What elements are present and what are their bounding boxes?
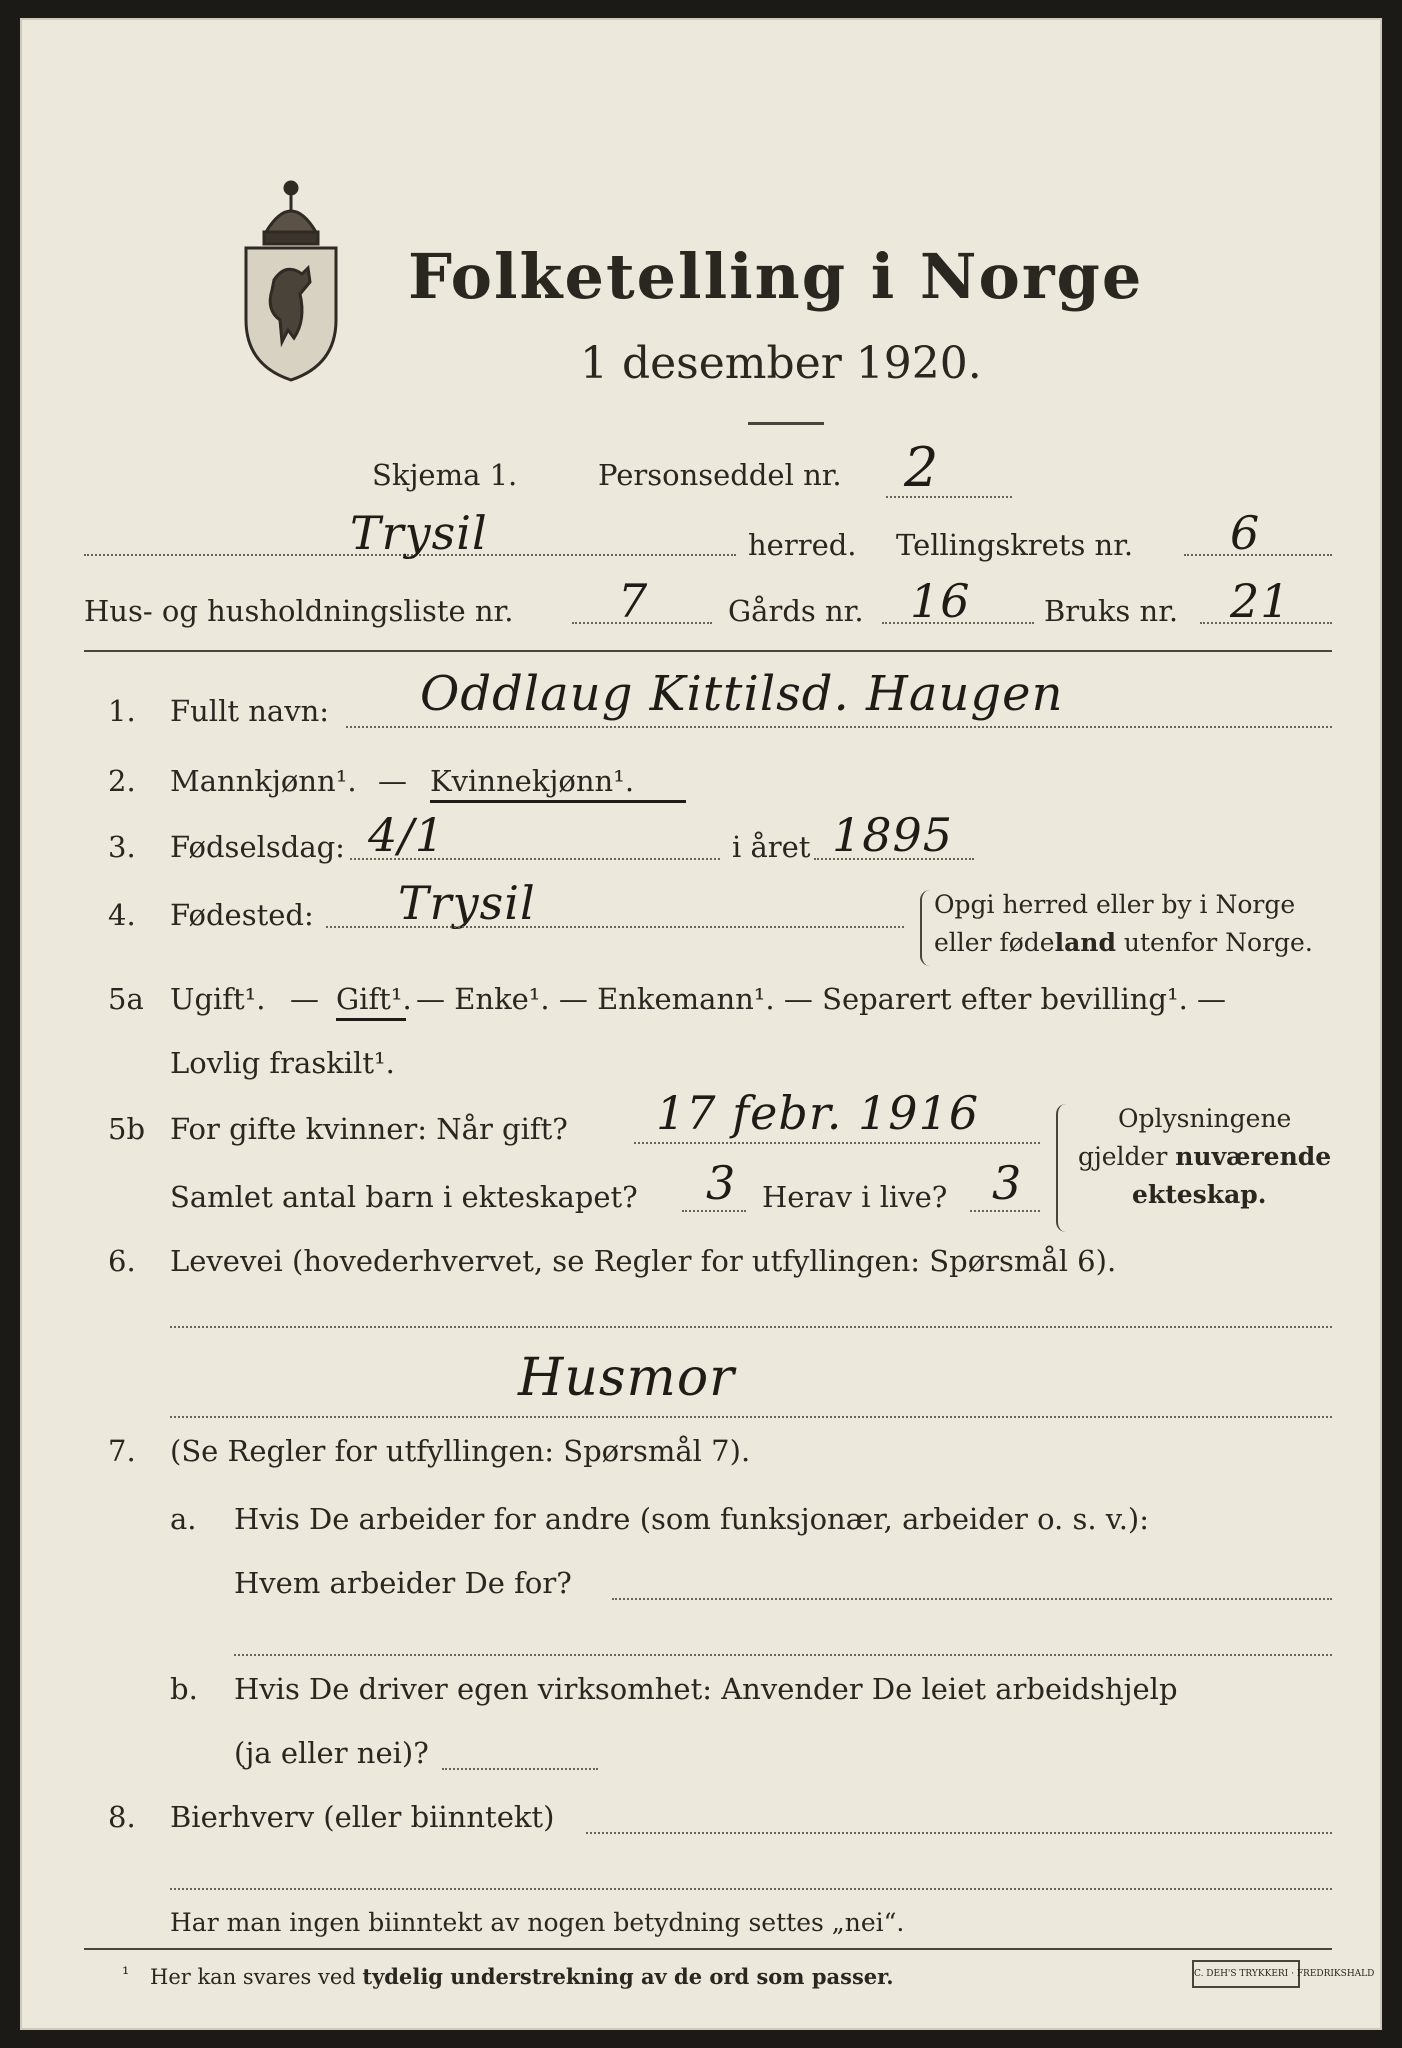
marital-other-options: — Enke¹. — Enkemann¹. — Separert efter bevilling¹. — [416,982,1227,1016]
herred-value: Trysil [350,506,488,560]
side-income-note: Har man ingen biinntekt av nogen betydning settes „nei“. [170,1908,905,1937]
birth-year-label: i året [732,830,811,864]
footnote-text: Her kan svares ved tydelig understrekning av de ord som passer. [150,1964,894,1989]
marital-gift-option: Gift¹. [336,982,412,1016]
employer-label: Hvem arbeider De for? [234,1566,572,1600]
gender-male-option: Mannkjønn¹. [170,764,357,798]
full-name-line [346,726,1332,728]
personseddel-label: Personseddel nr. [598,458,842,492]
birth-year-line [814,858,974,860]
children-alive-label: Herav i live? [762,1180,948,1214]
marriage-note-brace [1056,1104,1068,1232]
side-income-line-2 [170,1888,1332,1890]
children-total-value: 3 [706,1156,737,1210]
marital-gift-underline [336,1018,406,1021]
gards-label: Gårds nr. [728,594,864,628]
gards-line [882,622,1034,624]
personseddel-value: 2 [904,436,940,499]
birthplace-note-brace [920,890,930,966]
q3-label: Fødselsdag: [170,830,345,864]
marriage-note-line1: Oplysningene [1118,1104,1292,1133]
schema-label: Skjema 1. [372,458,518,492]
q1-label: Fullt navn: [170,694,330,728]
q3-number: 3. [108,830,136,864]
children-total-label: Samlet antal barn i ekteskapet? [170,1180,638,1214]
self-employed-question: Hvis De driver egen virksomhet: Anvender De leiet arbeidshjelp [234,1672,1178,1706]
hired-help-label: (ja eller nei)? [234,1736,429,1770]
married-when-value: 17 febr. 1916 [656,1086,980,1140]
q6-number: 6. [108,1244,136,1278]
marriage-note-line2: gjelder nuværende [1078,1142,1332,1171]
side-income-line [586,1832,1332,1834]
side-income-label: Bierhverv (eller biinntekt) [170,1800,555,1834]
q1-number: 1. [108,694,136,728]
birthplace-value: Trysil [398,876,536,930]
footnote-rule [84,1948,1332,1950]
q8-number: 8. [108,1800,136,1834]
title-divider [748,422,824,425]
q5b-number: 5b [108,1112,146,1146]
birthday-value: 4/1 [368,808,446,862]
employment-label: (Se Regler for utfyllingen: Spørsmål 7). [170,1434,751,1468]
birthplace-line [326,926,904,928]
census-form-sheet [20,18,1382,2030]
tellingskrets-value: 6 [1230,506,1261,560]
q4-label: Fødested: [170,898,314,932]
marital-ugift-option: Ugift¹. [170,982,266,1016]
birthday-line [350,858,720,860]
q5a-number: 5a [108,982,144,1016]
q2-number: 2. [108,764,136,798]
birthplace-note-line1: Opgi herred eller by i Norge [934,890,1296,919]
gender-female-underline [430,800,686,803]
employer-question: Hvis De arbeider for andre (som funksjonær, arbeider o. s. v.): [234,1502,1150,1536]
form-title: Folketelling i Norge [408,240,1144,313]
bruks-label: Bruks nr. [1044,594,1179,628]
liste-label: Hus- og husholdningsliste nr. [84,594,514,628]
tellingskrets-label: Tellingskrets nr. [896,528,1134,562]
bruks-line [1200,622,1332,624]
footnote-mark: ¹ [122,1964,130,1985]
tellingskrets-line [1184,554,1332,556]
children-alive-line [970,1210,1040,1212]
birth-year-value: 1895 [832,808,954,862]
marital-fraskilt-option: Lovlig fraskilt¹. [170,1046,395,1080]
occupation-line-2 [170,1416,1332,1418]
occupation-value: Husmor [518,1348,735,1408]
occupation-line-1 [170,1326,1332,1328]
personseddel-line [886,496,1012,498]
employer-line-2 [234,1654,1332,1656]
bruks-value: 21 [1230,574,1291,628]
employer-line [612,1598,1332,1600]
married-when-label: For gifte kvinner: Når gift? [170,1112,568,1146]
marriage-note-line3: ekteskap. [1132,1180,1267,1209]
children-total-line [682,1210,746,1212]
q7a-letter: a. [170,1502,197,1536]
q4-number: 4. [108,898,136,932]
census-date: 1 desember 1920. [580,338,982,389]
printer-stamp: C. DEH'S TRYKKERI · FREDRIKSHALD [1192,1960,1300,1988]
married-when-line [634,1142,1040,1144]
occupation-label: Levevei (hovederhvervet, se Regler for utfyllingen: Spørsmål 6). [170,1244,1117,1278]
norwegian-coat-of-arms-icon [236,170,346,390]
q7-number: 7. [108,1434,136,1468]
marital-dash: — [290,982,319,1016]
gender-separator: — [378,764,407,798]
liste-value: 7 [618,574,649,628]
full-name-value: Oddlaug Kittilsd. Haugen [420,666,1064,722]
birthplace-note-line2: eller fødeland utenfor Norge. [934,928,1313,957]
children-alive-value: 3 [992,1156,1023,1210]
q7b-letter: b. [170,1672,198,1706]
header-rule [84,650,1332,652]
herred-label: herred. [748,528,857,562]
liste-line [572,622,712,624]
hired-help-line [442,1768,598,1770]
gards-value: 16 [910,574,971,628]
gender-female-option: Kvinnekjønn¹. [430,764,635,798]
